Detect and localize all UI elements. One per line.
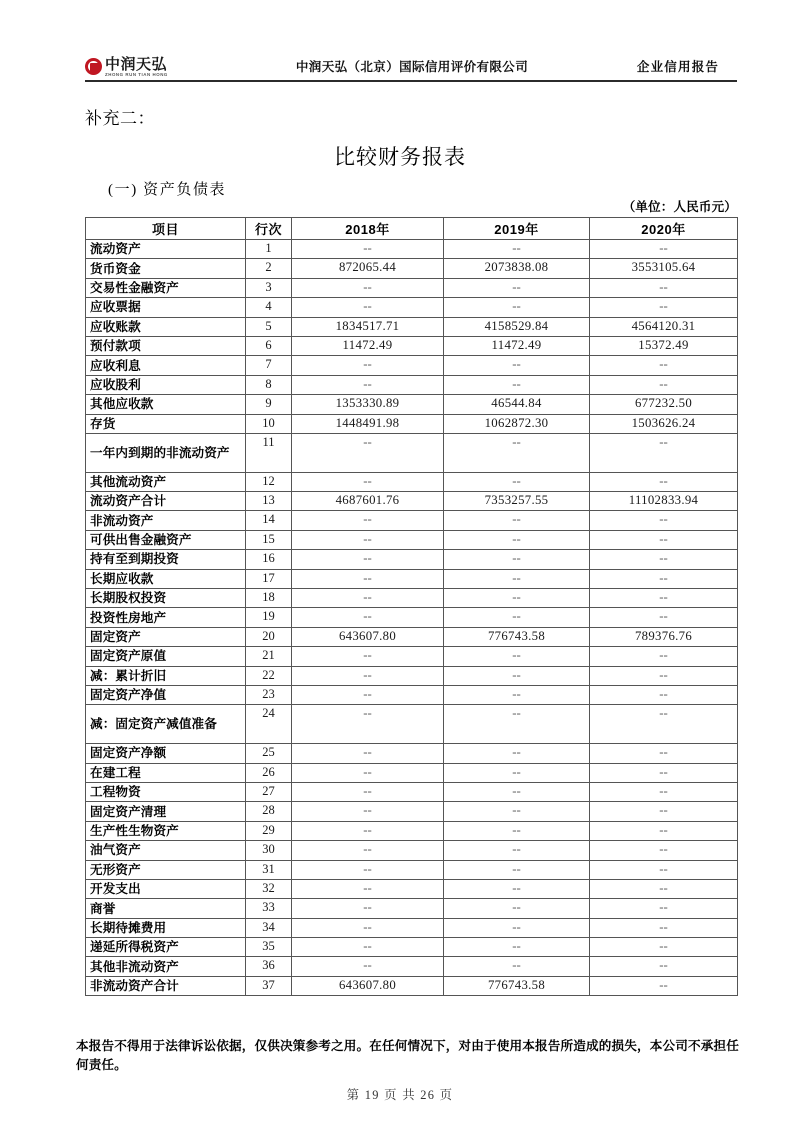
row-item-label: 生产性生物资产 <box>86 821 246 840</box>
row-value-2018: 643607.80 <box>292 976 444 995</box>
row-value-2019: -- <box>444 821 590 840</box>
row-value-2018: -- <box>292 918 444 937</box>
row-line-number: 29 <box>246 821 292 840</box>
row-line-number: 28 <box>246 802 292 821</box>
row-line-number: 15 <box>246 530 292 549</box>
row-value-2019: -- <box>444 763 590 782</box>
table-row <box>86 821 738 840</box>
row-value-2020: -- <box>590 589 738 608</box>
row-line-number: 31 <box>246 860 292 879</box>
row-value-2020: -- <box>590 298 738 317</box>
row-value-2018: -- <box>292 240 444 259</box>
row-value-2018: -- <box>292 356 444 375</box>
row-item-label: 商誉 <box>86 899 246 918</box>
page-title: 比较财务报表 <box>334 146 466 169</box>
table-body <box>86 240 738 996</box>
table-row <box>86 433 738 472</box>
row-value-2018: -- <box>292 433 444 472</box>
row-line-number: 12 <box>246 472 292 491</box>
row-value-2018: -- <box>292 686 444 705</box>
table-row <box>86 240 738 259</box>
row-value-2018: -- <box>292 860 444 879</box>
row-line-number: 8 <box>246 375 292 394</box>
table-row <box>86 511 738 530</box>
table-row <box>86 356 738 375</box>
table-row <box>86 298 738 317</box>
row-value-2020: 789376.76 <box>590 627 738 646</box>
row-value-2018: -- <box>292 763 444 782</box>
row-line-number: 13 <box>246 492 292 511</box>
row-value-2020: -- <box>590 356 738 375</box>
row-line-number: 36 <box>246 957 292 976</box>
table-row <box>86 647 738 666</box>
row-line-number: 7 <box>246 356 292 375</box>
row-value-2020: -- <box>590 899 738 918</box>
row-value-2019: -- <box>444 782 590 801</box>
row-item-label: 其他应收款 <box>86 395 246 414</box>
row-line-number: 10 <box>246 414 292 433</box>
table-row <box>86 472 738 491</box>
row-value-2018: 4687601.76 <box>292 492 444 511</box>
table-row <box>86 666 738 685</box>
row-line-number: 18 <box>246 589 292 608</box>
row-item-label: 固定资产清理 <box>86 802 246 821</box>
row-item-label: 长期股权投资 <box>86 589 246 608</box>
row-value-2020: -- <box>590 860 738 879</box>
column-header-line: 行次 <box>246 218 292 240</box>
row-item-label: 货币资金 <box>86 259 246 278</box>
row-line-number: 34 <box>246 918 292 937</box>
row-value-2020: -- <box>590 240 738 259</box>
row-value-2018: 643607.80 <box>292 627 444 646</box>
table-row <box>86 627 738 646</box>
row-item-label: 开发支出 <box>86 879 246 898</box>
row-value-2019: -- <box>444 918 590 937</box>
row-value-2020: -- <box>590 666 738 685</box>
row-value-2020: -- <box>590 938 738 957</box>
row-value-2019: -- <box>444 608 590 627</box>
row-line-number: 30 <box>246 841 292 860</box>
row-value-2018: -- <box>292 569 444 588</box>
row-item-label: 油气资产 <box>86 841 246 860</box>
header-document-type: 企业信用报告 <box>636 60 720 74</box>
table-header-row <box>86 218 738 240</box>
row-value-2019: 46544.84 <box>444 395 590 414</box>
row-item-label: 减：固定资产减值准备 <box>86 705 246 744</box>
row-item-label: 非流动资产合计 <box>86 976 246 995</box>
table-row <box>86 608 738 627</box>
row-value-2019: -- <box>444 550 590 569</box>
row-line-number: 9 <box>246 395 292 414</box>
row-value-2020: -- <box>590 530 738 549</box>
balance-sheet-table <box>85 217 738 996</box>
row-value-2020: -- <box>590 879 738 898</box>
row-value-2019: -- <box>444 472 590 491</box>
table-row <box>86 589 738 608</box>
row-line-number: 6 <box>246 336 292 355</box>
column-header-item: 项目 <box>86 218 246 240</box>
row-value-2020: -- <box>590 918 738 937</box>
row-line-number: 27 <box>246 782 292 801</box>
row-item-label: 应收账款 <box>86 317 246 336</box>
row-item-label: 存货 <box>86 414 246 433</box>
row-value-2020: -- <box>590 511 738 530</box>
row-value-2020: -- <box>590 705 738 744</box>
row-line-number: 3 <box>246 278 292 297</box>
column-header-2020: 2020年 <box>590 218 738 240</box>
row-value-2020: 4564120.31 <box>590 317 738 336</box>
row-value-2019: -- <box>444 744 590 763</box>
row-value-2020: -- <box>590 802 738 821</box>
row-value-2019: 1062872.30 <box>444 414 590 433</box>
row-value-2018: -- <box>292 589 444 608</box>
table-row <box>86 957 738 976</box>
page-number: 第 19 页 共 26 页 <box>346 1088 454 1102</box>
table-row <box>86 860 738 879</box>
row-item-label: 非流动资产 <box>86 511 246 530</box>
row-value-2018: -- <box>292 550 444 569</box>
row-item-label: 流动资产 <box>86 240 246 259</box>
logo-pinyin-name: ZHONG RUN TIAN HONG <box>105 71 168 77</box>
table-row <box>86 395 738 414</box>
row-value-2020: -- <box>590 686 738 705</box>
column-header-2018: 2018年 <box>292 218 444 240</box>
row-value-2020: -- <box>590 647 738 666</box>
row-value-2018: 1353330.89 <box>292 395 444 414</box>
row-value-2018: -- <box>292 705 444 744</box>
row-value-2020: 11102833.94 <box>590 492 738 511</box>
table-row <box>86 744 738 763</box>
row-value-2019: -- <box>444 511 590 530</box>
row-value-2018: -- <box>292 899 444 918</box>
row-value-2019: -- <box>444 530 590 549</box>
row-value-2019: -- <box>444 647 590 666</box>
row-item-label: 固定资产净额 <box>86 744 246 763</box>
row-line-number: 19 <box>246 608 292 627</box>
table-row <box>86 782 738 801</box>
row-value-2019: -- <box>444 860 590 879</box>
row-line-number: 32 <box>246 879 292 898</box>
row-item-label: 固定资产 <box>86 627 246 646</box>
row-value-2019: -- <box>444 666 590 685</box>
row-value-2019: 2073838.08 <box>444 259 590 278</box>
table-header <box>86 218 738 240</box>
row-item-label: 可供出售金融资产 <box>86 530 246 549</box>
row-value-2019: -- <box>444 589 590 608</box>
row-item-label: 交易性金融资产 <box>86 278 246 297</box>
row-line-number: 16 <box>246 550 292 569</box>
logo-wordmark <box>105 57 168 77</box>
row-value-2020: 3553105.64 <box>590 259 738 278</box>
row-line-number: 23 <box>246 686 292 705</box>
row-item-label: 其他非流动资产 <box>86 957 246 976</box>
unit-note: （单位：人民币元） <box>622 200 737 214</box>
row-value-2018: -- <box>292 938 444 957</box>
row-value-2020: -- <box>590 433 738 472</box>
row-item-label: 流动资产合计 <box>86 492 246 511</box>
table-row <box>86 686 738 705</box>
row-value-2018: -- <box>292 511 444 530</box>
row-line-number: 20 <box>246 627 292 646</box>
row-value-2020: -- <box>590 569 738 588</box>
row-value-2018: -- <box>292 957 444 976</box>
row-value-2019: 11472.49 <box>444 336 590 355</box>
row-value-2018: 11472.49 <box>292 336 444 355</box>
table-row <box>86 976 738 995</box>
row-value-2018: -- <box>292 841 444 860</box>
row-value-2019: -- <box>444 240 590 259</box>
row-value-2019: -- <box>444 433 590 472</box>
table-row <box>86 317 738 336</box>
row-line-number: 35 <box>246 938 292 957</box>
row-value-2019: -- <box>444 879 590 898</box>
row-value-2020: -- <box>590 976 738 995</box>
row-value-2018: 1834517.71 <box>292 317 444 336</box>
row-value-2019: -- <box>444 298 590 317</box>
row-value-2020: -- <box>590 278 738 297</box>
table-row <box>86 918 738 937</box>
row-value-2018: -- <box>292 821 444 840</box>
row-line-number: 14 <box>246 511 292 530</box>
section-title: (一) 资产负债表 <box>108 182 227 198</box>
row-line-number: 4 <box>246 298 292 317</box>
page-header <box>85 38 737 82</box>
row-item-label: 投资性房地产 <box>86 608 246 627</box>
row-item-label: 一年内到期的非流动资产 <box>86 433 246 472</box>
row-value-2019: -- <box>444 705 590 744</box>
row-value-2019: -- <box>444 375 590 394</box>
row-value-2019: -- <box>444 356 590 375</box>
row-value-2019: -- <box>444 802 590 821</box>
supplement-label: 补充二： <box>85 109 155 128</box>
row-item-label: 在建工程 <box>86 763 246 782</box>
seal-icon <box>85 58 102 75</box>
row-line-number: 22 <box>246 666 292 685</box>
row-value-2018: -- <box>292 744 444 763</box>
row-value-2020: -- <box>590 550 738 569</box>
row-value-2019: 7353257.55 <box>444 492 590 511</box>
row-item-label: 应收票据 <box>86 298 246 317</box>
header-company-name: 中润天弘（北京）国际信用评价有限公司 <box>295 60 529 74</box>
logo-chinese-name: 中润天弘 <box>105 55 168 73</box>
row-value-2019: -- <box>444 278 590 297</box>
table-row <box>86 879 738 898</box>
row-value-2018: -- <box>292 298 444 317</box>
table-row <box>86 705 738 744</box>
row-line-number: 2 <box>246 259 292 278</box>
row-item-label: 预付款项 <box>86 336 246 355</box>
row-value-2018: -- <box>292 278 444 297</box>
table-row <box>86 336 738 355</box>
row-line-number: 33 <box>246 899 292 918</box>
row-value-2020: 15372.49 <box>590 336 738 355</box>
table-row <box>86 899 738 918</box>
row-value-2018: -- <box>292 647 444 666</box>
row-value-2020: -- <box>590 782 738 801</box>
row-value-2020: -- <box>590 763 738 782</box>
row-value-2020: -- <box>590 375 738 394</box>
row-item-label: 其他流动资产 <box>86 472 246 491</box>
row-value-2019: -- <box>444 938 590 957</box>
row-value-2020: -- <box>590 608 738 627</box>
row-value-2019: -- <box>444 686 590 705</box>
table-row <box>86 492 738 511</box>
row-value-2020: -- <box>590 744 738 763</box>
row-item-label: 应收利息 <box>86 356 246 375</box>
row-item-label: 应收股利 <box>86 375 246 394</box>
row-value-2019: -- <box>444 957 590 976</box>
row-value-2018: 872065.44 <box>292 259 444 278</box>
row-item-label: 固定资产原值 <box>86 647 246 666</box>
table-row <box>86 841 738 860</box>
row-line-number: 25 <box>246 744 292 763</box>
row-value-2020: -- <box>590 821 738 840</box>
row-value-2019: 4158529.84 <box>444 317 590 336</box>
row-line-number: 1 <box>246 240 292 259</box>
row-item-label: 减：累计折旧 <box>86 666 246 685</box>
row-value-2018: -- <box>292 802 444 821</box>
row-item-label: 长期待摊费用 <box>86 918 246 937</box>
column-header-2019: 2019年 <box>444 218 590 240</box>
table-row <box>86 530 738 549</box>
row-item-label: 长期应收款 <box>86 569 246 588</box>
row-value-2019: -- <box>444 841 590 860</box>
row-value-2020: 1503626.24 <box>590 414 738 433</box>
row-value-2020: -- <box>590 472 738 491</box>
row-item-label: 固定资产净值 <box>86 686 246 705</box>
table-row <box>86 259 738 278</box>
table-row <box>86 802 738 821</box>
table-row <box>86 414 738 433</box>
row-line-number: 11 <box>246 433 292 472</box>
row-line-number: 26 <box>246 763 292 782</box>
row-line-number: 17 <box>246 569 292 588</box>
table-row <box>86 278 738 297</box>
row-item-label: 无形资产 <box>86 860 246 879</box>
row-value-2020: -- <box>590 841 738 860</box>
row-value-2019: -- <box>444 569 590 588</box>
disclaimer-text: 本报告不得用于法律诉讼依据，仅供决策参考之用。在任何情况下，对由于使用本报告所造成的损失，本公司不承担任何责任。 <box>76 1039 739 1072</box>
table-row <box>86 763 738 782</box>
row-value-2020: -- <box>590 957 738 976</box>
row-line-number: 24 <box>246 705 292 744</box>
row-value-2020: 677232.50 <box>590 395 738 414</box>
row-value-2019: -- <box>444 899 590 918</box>
row-value-2018: -- <box>292 472 444 491</box>
row-value-2018: -- <box>292 530 444 549</box>
row-item-label: 工程物资 <box>86 782 246 801</box>
row-value-2018: -- <box>292 375 444 394</box>
table-row <box>86 550 738 569</box>
row-item-label: 持有至到期投资 <box>86 550 246 569</box>
row-line-number: 37 <box>246 976 292 995</box>
row-line-number: 21 <box>246 647 292 666</box>
table-row <box>86 375 738 394</box>
row-item-label: 递延所得税资产 <box>86 938 246 957</box>
row-value-2018: 1448491.98 <box>292 414 444 433</box>
row-line-number: 5 <box>246 317 292 336</box>
table-row <box>86 938 738 957</box>
row-value-2018: -- <box>292 879 444 898</box>
row-value-2019: 776743.58 <box>444 627 590 646</box>
row-value-2018: -- <box>292 608 444 627</box>
row-value-2018: -- <box>292 666 444 685</box>
table-row <box>86 569 738 588</box>
row-value-2019: 776743.58 <box>444 976 590 995</box>
row-value-2018: -- <box>292 782 444 801</box>
